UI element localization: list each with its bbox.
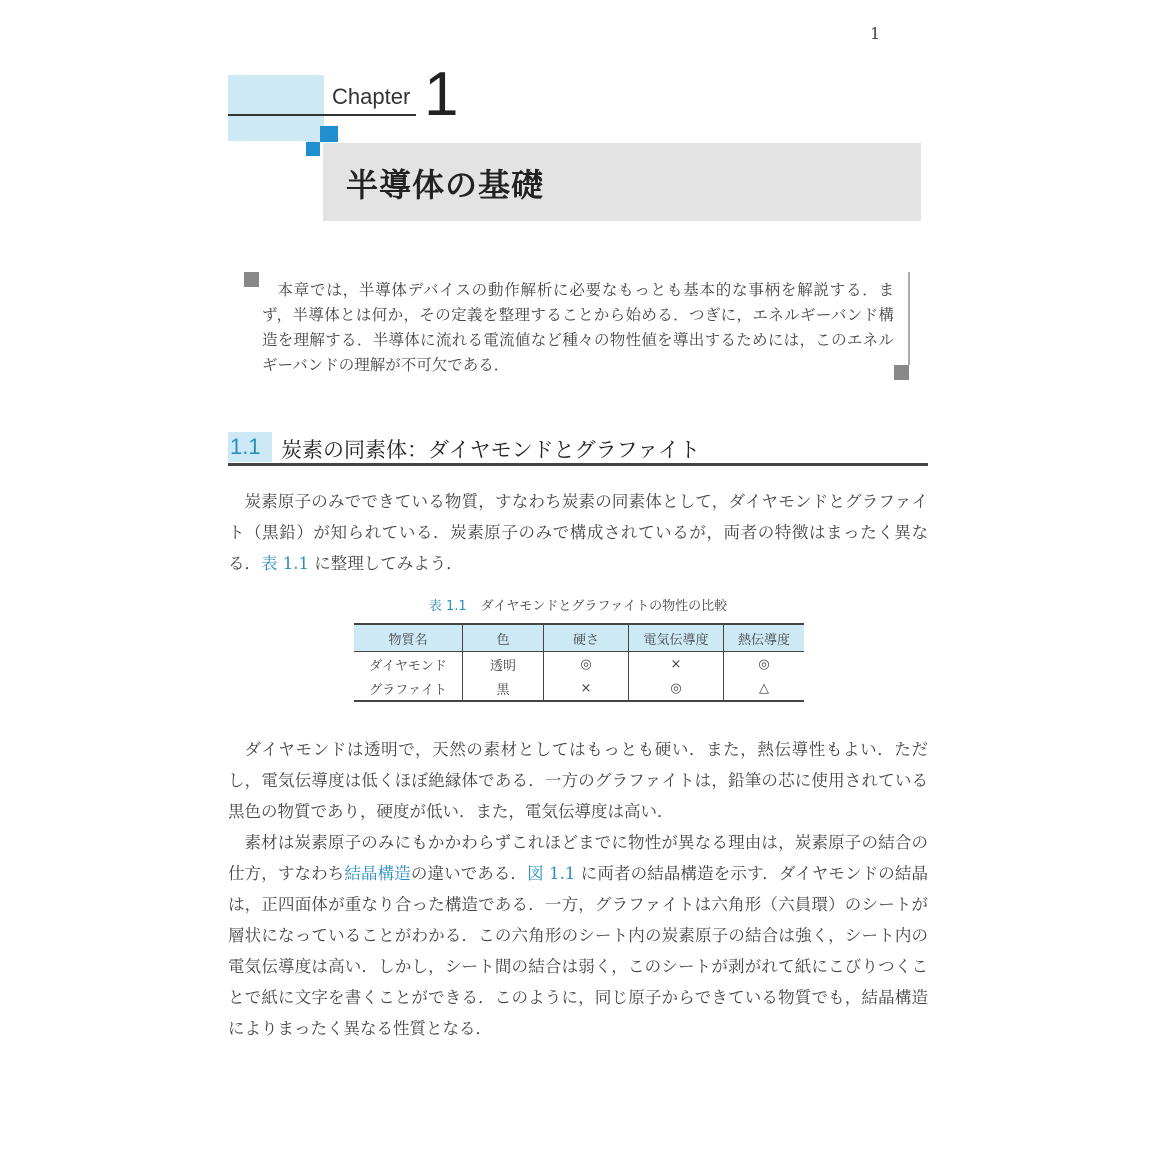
table-header-row	[354, 624, 804, 652]
table-cell: 透明	[463, 652, 544, 677]
paragraph-3	[228, 827, 928, 1044]
keyword-term: 結晶構造	[344, 864, 411, 883]
table-cell: ◎	[629, 676, 724, 701]
decor-square-light	[306, 130, 318, 142]
chapter-rule	[228, 114, 416, 116]
chapter-title: 半導体の基礎	[346, 166, 545, 204]
paragraph-text: に両者の結晶構造を示す．ダイヤモンドの結晶は，正四面体が重なり合った構造である．一方，グラファイトは六角形（六員環）のシートが層状になっていることがわかる．この六角形のシート内の炭素原子の結合は強く，シート内の電気伝導度は高い．しかし，シート間の結合は弱く，このシートが剥がれて紙にこびりつくことで紙に文字を書くことができる．このように，同じ原子からできている物質でも，結晶構造によりまったく異なる性質となる．	[228, 864, 929, 1038]
table-cell: 黒	[463, 676, 544, 701]
table-caption-text: ダイヤモンドとグラファイトの物性の比較	[480, 599, 728, 614]
table-cell: グラファイト	[354, 676, 463, 701]
abstract-text: 本章では，半導体デバイスの動作解析に必要なもっとも基本的な事柄を解説する．まず，半導体とは何か，その定義を整理することから始める．つぎに，エネルギーバンド構造を理解する．半導体に流れる電流値など種々の物性値を導出するためには，このエネルギーバンドの理解が不可欠である．	[262, 281, 894, 374]
paragraph-text: 炭素原子のみでできている物質，すなわち炭素の同素体として，ダイヤモンドとグラファイト（黒鉛）が知られている．炭素原子のみで構成されているが，両者の特徴はまったく異なる．	[228, 492, 928, 573]
figure-reference-link[interactable]: 図 1.1	[527, 864, 576, 883]
decor-square-blue	[320, 126, 338, 142]
abstract-border	[908, 272, 910, 365]
section-rule	[228, 463, 928, 466]
decor-square-blue	[306, 142, 320, 156]
table-row	[354, 676, 804, 701]
chapter-number: 1	[424, 60, 459, 129]
table-cell: ×	[629, 652, 724, 677]
section-number: 1.1	[230, 434, 261, 459]
paragraph-text: 素材は炭素原子のみにもかかわらずこれほどまでに物性が異なる理由は，炭素原子の結合の仕方，すなわち	[228, 833, 928, 883]
table-cell: ◎	[724, 652, 805, 677]
table-cell: ◎	[544, 652, 629, 677]
table-row	[354, 652, 804, 677]
paragraph-text: の違いである．	[410, 864, 528, 883]
table-header: 電気伝導度	[629, 624, 724, 652]
properties-table	[354, 623, 804, 702]
table-caption	[228, 595, 928, 614]
abstract-corner-mark	[244, 272, 259, 287]
chapter-label: Chapter	[332, 84, 411, 109]
page-number: 1	[870, 24, 881, 43]
abstract-corner-mark	[894, 365, 909, 380]
section-title: 炭素の同素体：ダイヤモンドとグラファイト	[281, 438, 701, 462]
chapter-abstract	[262, 278, 894, 378]
table-cell: △	[724, 676, 805, 701]
paragraph-2: ダイヤモンドは透明で，天然の素材としてはもっとも硬い．また，熱伝導性もよい．ただし，電気伝導度は低くほぼ絶縁体である．一方のグラファイトは，鉛筆の芯に使用されている黒色の物質であり，硬度が低い．また，電気伝導度は高い．	[228, 740, 928, 821]
body-text-block	[228, 734, 928, 1044]
table-cell: ダイヤモンド	[369, 658, 447, 674]
table-cell: ×	[544, 676, 629, 701]
paragraph-1	[228, 486, 928, 579]
paragraph-text: に整理してみよう．	[309, 554, 463, 573]
table-reference-link[interactable]: 表 1.1	[261, 554, 309, 573]
table-caption-number: 表 1.1	[428, 599, 467, 614]
table-header: 物質名	[354, 624, 463, 652]
table-header: 熱伝導度	[724, 624, 805, 652]
table-header: 硬さ	[544, 624, 629, 652]
table-header: 色	[463, 624, 544, 652]
